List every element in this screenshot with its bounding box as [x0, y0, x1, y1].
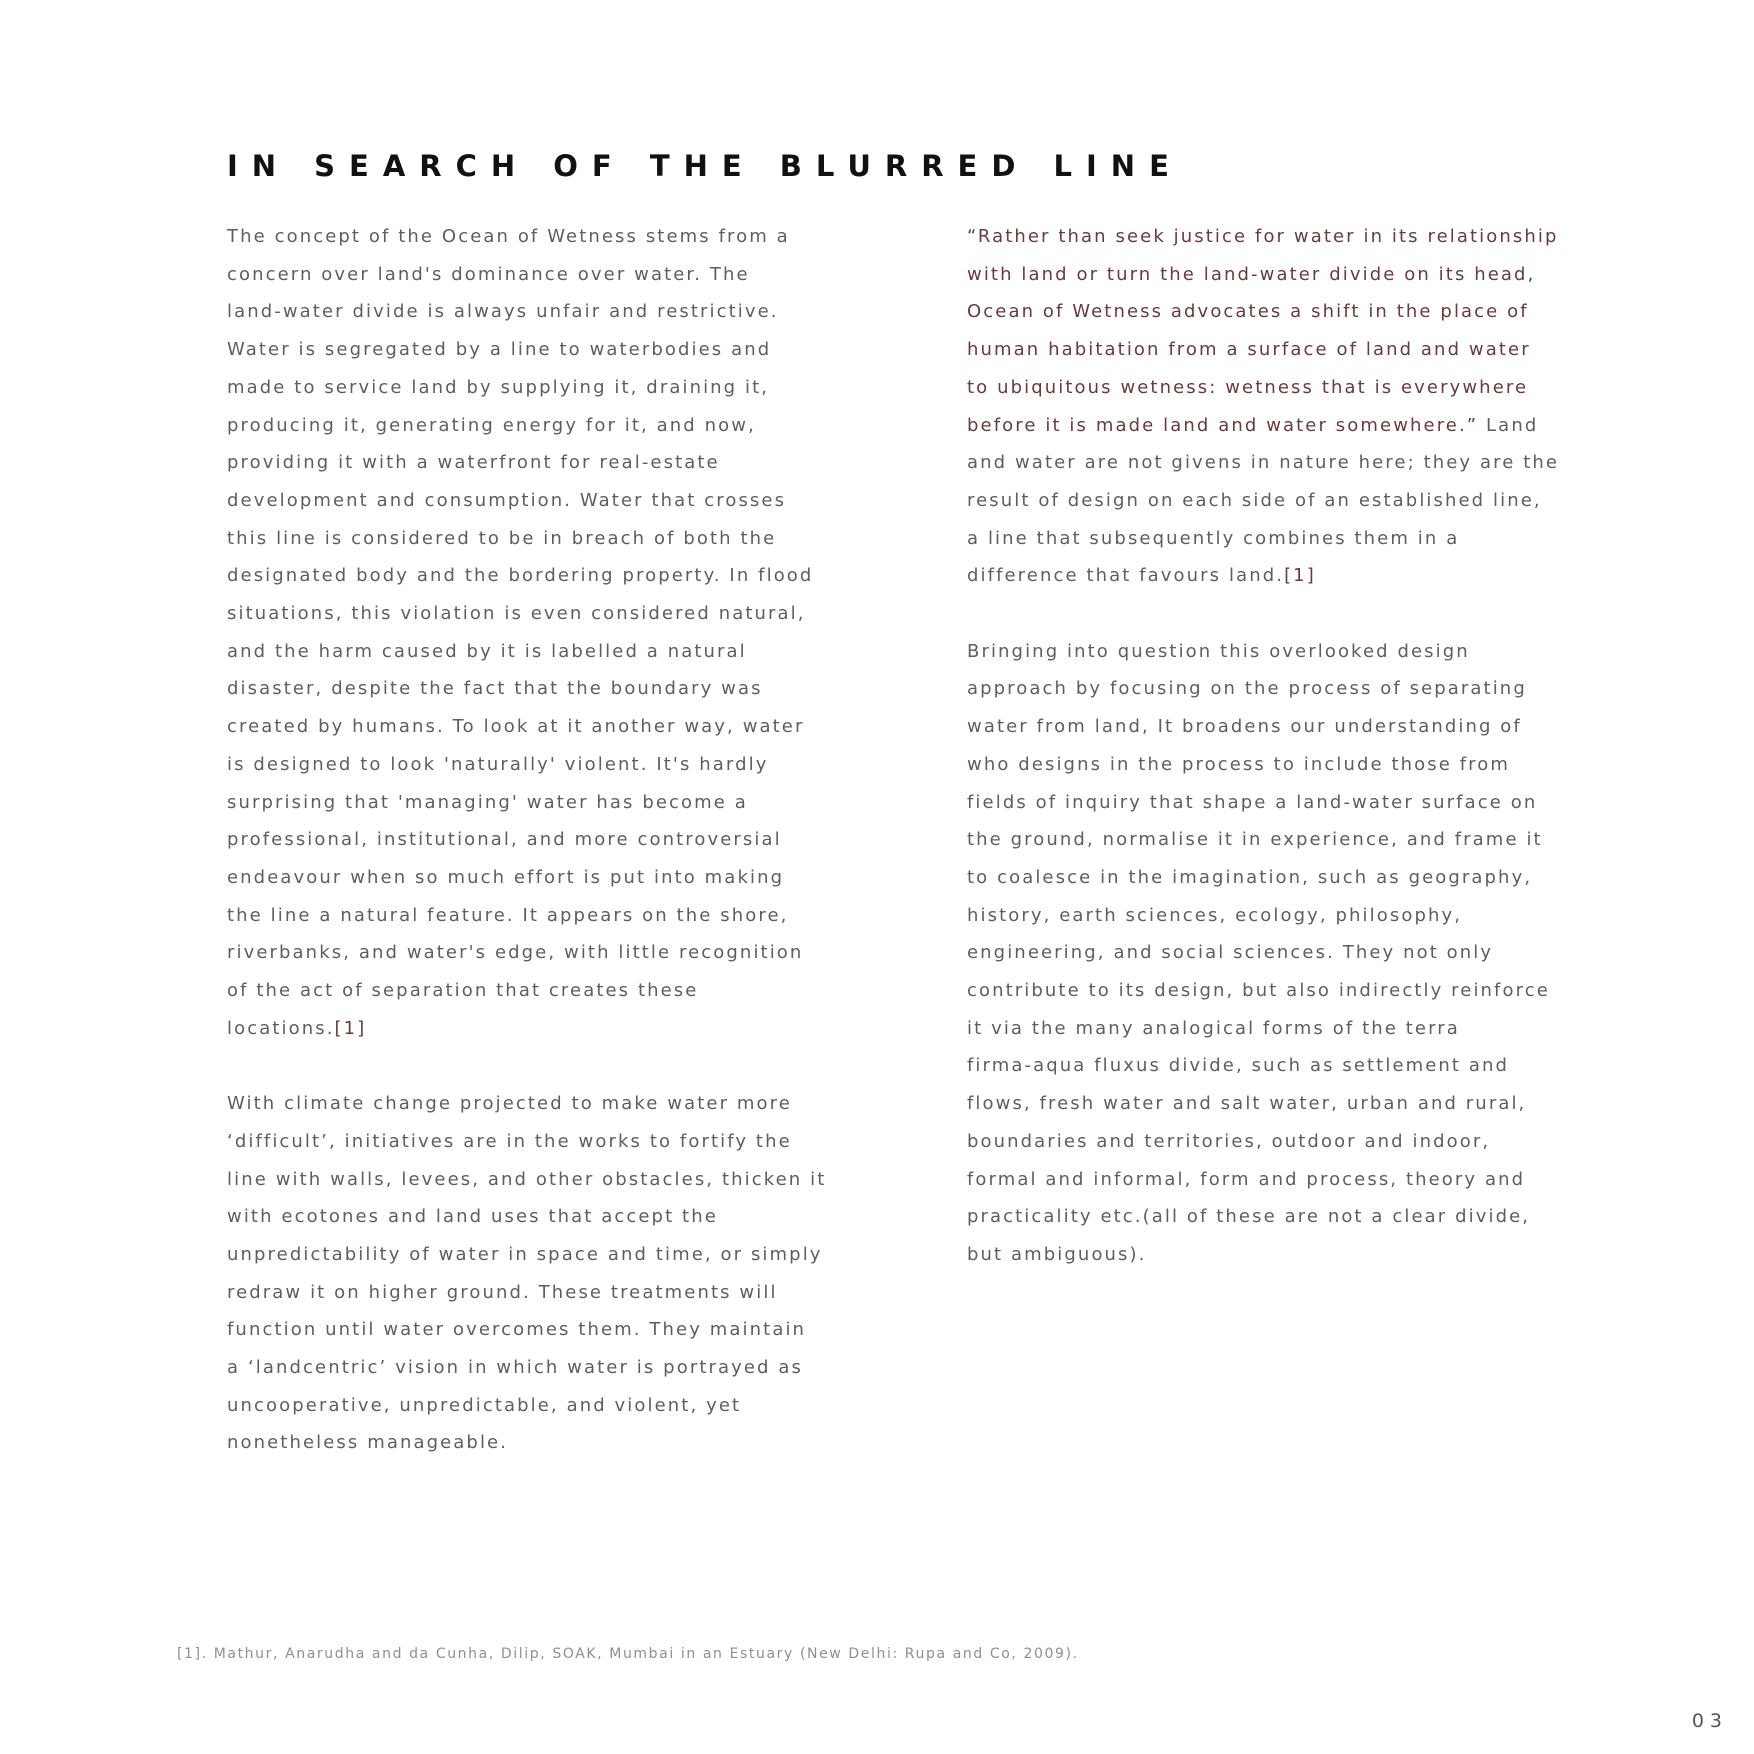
- text-line: made to service land by supplying it, draining it,: [227, 376, 770, 398]
- text-line: a ‘landcentric’ vision in which water is portrayed as: [227, 1357, 803, 1379]
- text-line: producing it, generating energy for it, and now,: [227, 414, 756, 436]
- footnote-reference[interactable]: [1]: [334, 1017, 367, 1039]
- left-paragraph-1: [227, 218, 907, 1047]
- text-line: result of design on each side of an established line,: [967, 489, 1542, 511]
- text-line: disaster, despite the fact that the boundary was: [227, 678, 763, 700]
- text-fragment: Land: [1478, 414, 1539, 436]
- text-line: providing it with a waterfront for real-estate: [227, 452, 720, 474]
- text-line: situations, this violation is even considered natural,: [227, 603, 806, 625]
- text-line: endeavour when so much effort is put into making: [227, 866, 785, 888]
- text-line: [967, 407, 1667, 445]
- left-paragraph-2: [227, 1085, 907, 1462]
- text-line: uncooperative, unpredictable, and violent, yet: [227, 1394, 742, 1416]
- quote-line: with land or turn the land-water divide on its head,: [967, 263, 1536, 285]
- text-line: development and consumption. Water that crosses: [227, 489, 787, 511]
- quote-fragment: before it is made land and water somewhere.”: [967, 414, 1479, 436]
- text-line: a line that subsequently combines them in a: [967, 527, 1460, 549]
- text-line: but ambiguous).: [967, 1243, 1147, 1265]
- left-column: [227, 218, 907, 1462]
- text-line: riverbanks, and water's edge, with little recognition: [227, 942, 804, 964]
- text-line: surprising that 'managing' water has become a: [227, 791, 748, 813]
- text-line: this line is considered to be in breach of both the: [227, 527, 777, 549]
- text-line: the ground, normalise it in experience, and frame it: [967, 829, 1543, 851]
- text-line: land-water divide is always unfair and restrictive.: [227, 301, 779, 323]
- footnote: [1]. Mathur, Anarudha and da Cunha, Dilip, SOAK, Mumbai in an Estuary (New Delhi: Rupa and Co, 2009).: [177, 1646, 1079, 1662]
- text-line: concern over land's dominance over water. The: [227, 263, 750, 285]
- page-title: IN SEARCH OF THE BLURRED LINE: [227, 149, 1183, 183]
- text-line: created by humans. To look at it another way, water: [227, 716, 805, 738]
- text-line: water from land, It broadens our understanding of: [967, 716, 1522, 738]
- text-line: boundaries and territories, outdoor and indoor,: [967, 1130, 1491, 1152]
- text-line: who designs in the process to include those from: [967, 753, 1511, 775]
- text-line: firma-aqua fluxus divide, such as settlement and: [967, 1055, 1510, 1077]
- text-line: and the harm caused by it is labelled a natural: [227, 640, 747, 662]
- quote-line: to ubiquitous wetness: wetness that is everywhere: [967, 376, 1529, 398]
- text-line: professional, institutional, and more controversial: [227, 829, 782, 851]
- text-line: and water are not givens in nature here; they are the: [967, 452, 1560, 474]
- right-column: [967, 218, 1667, 1274]
- text-line: approach by focusing on the process of separating: [967, 678, 1527, 700]
- right-paragraph-1: [967, 218, 1667, 595]
- text-line: [227, 1010, 907, 1048]
- text-line: contribute to its design, but also indirectly reinforce: [967, 980, 1550, 1002]
- right-paragraph-2: [967, 633, 1667, 1274]
- text-line: nonetheless manageable.: [227, 1432, 509, 1454]
- text-line: With climate change projected to make water more: [227, 1093, 792, 1115]
- text-line: of the act of separation that creates these: [227, 980, 699, 1002]
- quote-line: “Rather than seek justice for water in its relationship: [967, 226, 1559, 247]
- text-line: history, earth sciences, ecology, philosophy,: [967, 904, 1463, 926]
- paragraph-gap: [227, 1047, 907, 1085]
- quote-line: human habitation from a surface of land and water: [967, 339, 1531, 361]
- text-line: practicality etc.(all of these are not a clear divide,: [967, 1206, 1531, 1228]
- text-line: Water is segregated by a line to waterbodies and: [227, 339, 772, 361]
- text-line: function until water overcomes them. They maintain: [227, 1319, 807, 1341]
- text-line: line with walls, levees, and other obstacles, thicken it: [227, 1168, 827, 1190]
- text-line: ‘difficult’, initiatives are in the works to fortify the: [227, 1130, 792, 1152]
- quote-line: Ocean of Wetness advocates a shift in the place of: [967, 301, 1529, 323]
- page-number: 03: [1691, 1710, 1728, 1732]
- text-line: redraw it on higher ground. These treatments will: [227, 1281, 778, 1303]
- text-line: designated body and the bordering property. In flood: [227, 565, 814, 587]
- text-line: engineering, and social sciences. They not only: [967, 942, 1494, 964]
- text-line: fields of inquiry that shape a land-water surface on: [967, 791, 1538, 813]
- text-line: the line a natural feature. It appears on the shore,: [227, 904, 789, 926]
- text-line: it via the many analogical forms of the terra: [967, 1017, 1460, 1039]
- text-line: [967, 557, 1667, 595]
- text-line: flows, fresh water and salt water, urban and rural,: [967, 1093, 1527, 1115]
- text-line: unpredictability of water in space and time, or simply: [227, 1243, 823, 1265]
- text-line: The concept of the Ocean of Wetness stems from a: [227, 226, 790, 247]
- text-line: is designed to look 'naturally' violent. It's hardly: [227, 753, 769, 775]
- text-fragment: locations.: [227, 1017, 335, 1039]
- text-line: formal and informal, form and process, theory and: [967, 1168, 1526, 1190]
- paragraph-gap: [967, 595, 1667, 633]
- text-line: Bringing into question this overlooked design: [967, 640, 1470, 662]
- footnote-reference[interactable]: [1]: [1284, 565, 1316, 587]
- text-fragment: difference that favours land.: [967, 565, 1285, 587]
- text-line: with ecotones and land uses that accept the: [227, 1206, 718, 1228]
- text-line: to coalesce in the imagination, such as geography,: [967, 866, 1533, 888]
